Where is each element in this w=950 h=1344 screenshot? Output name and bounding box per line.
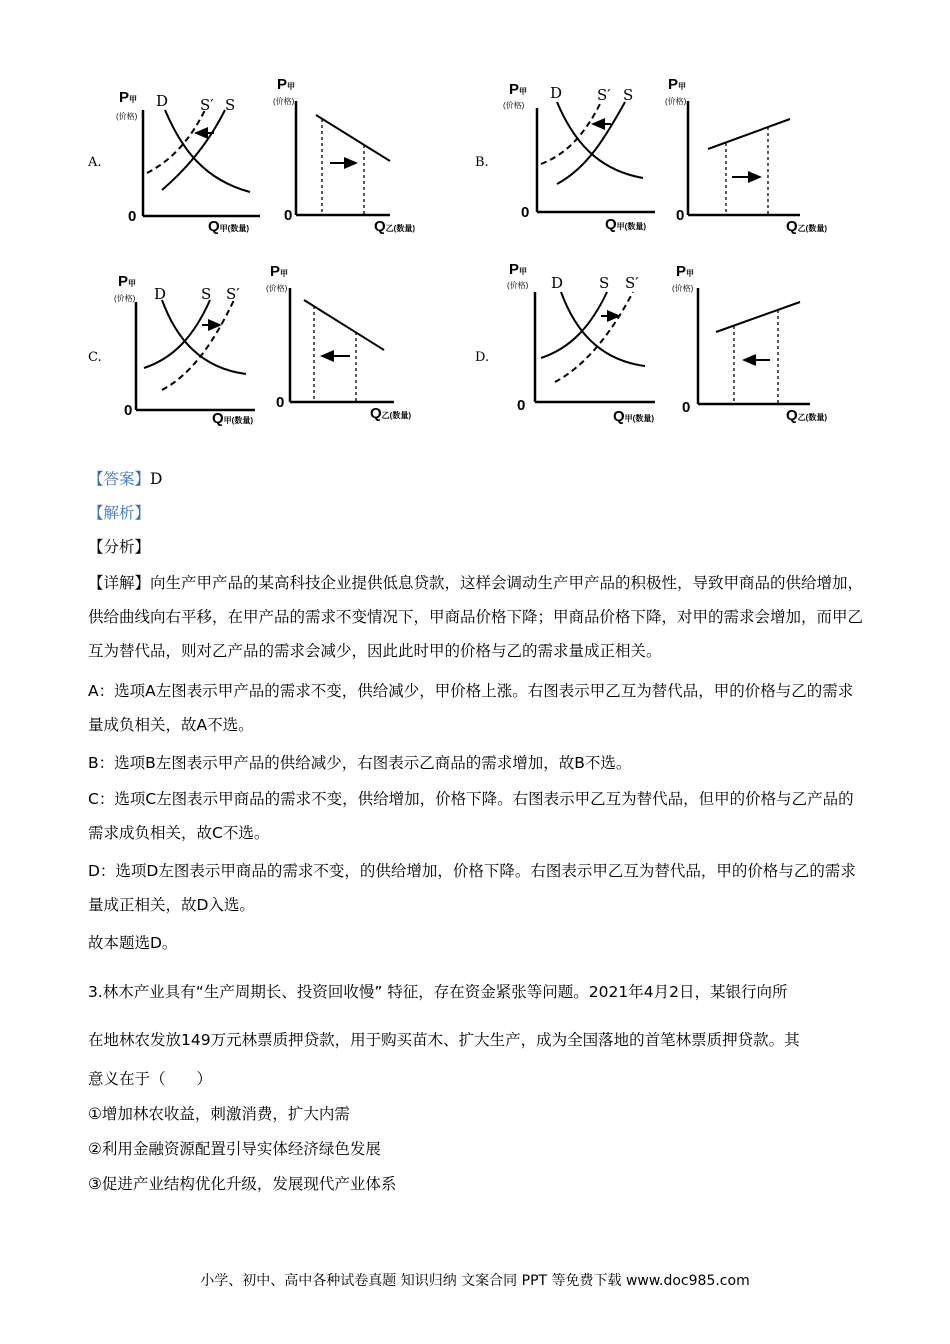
detail-paragraph (88, 566, 868, 668)
svg-text:Q乙(数量): Q乙(数量) (786, 407, 827, 424)
svg-text:Q乙(数量): Q乙(数量) (370, 405, 411, 422)
option-a-left-graph (110, 80, 280, 240)
choice-3: ③促进产业结构优化升级，发展现代产业体系 (88, 1175, 397, 1193)
svg-text:(价格): (价格) (503, 101, 525, 110)
option-b-right-graph (660, 75, 827, 240)
svg-text:Q甲(数量) (208, 218, 249, 235)
q-axis-unit: (数量) (227, 224, 249, 233)
svg-text:Q甲(数量): Q甲(数量) (605, 216, 646, 233)
question-line-2: 在地林农发放149万元林票质押贷款，用于购买苗木、扩大生产，成为全国落地的首笔林票质押贷款。其 (88, 1031, 800, 1049)
svg-text:P甲: P甲 (509, 81, 528, 98)
choice-1: ①增加林农收益，刺激消费，扩大内需 (88, 1105, 350, 1123)
svg-text:Q甲(数量): Q甲(数量) (613, 408, 654, 425)
svg-text:P甲: P甲 (668, 76, 687, 93)
option-a-label: A. (88, 155, 102, 170)
detail-text: 向生产甲产品的某高科技企业提供低息贷款，这样会调动生产甲产品的积极性，导致甲商品的供给增加，供给曲线向右平移，在甲产品的需求不变情况下，甲商品价格下降；甲商品价格下降，对甲的需求会增加，而甲乙互为替代品，则对乙产品的需求会减少，因此此时甲的价格与乙的需求量成正相关。 (88, 574, 864, 660)
svg-text:(价格): (价格) (114, 294, 136, 303)
svg-text:0: 0 (276, 394, 285, 411)
curve-label-d: D (156, 92, 169, 110)
p-axis-sub: 甲 (129, 95, 138, 104)
svg-text:0: 0 (682, 399, 691, 416)
conclusion: 故本题选D。 (88, 934, 178, 952)
svg-text:(价格): (价格) (273, 97, 295, 106)
option-a-right-graph (270, 75, 420, 240)
choice-2: ②利用金融资源配置引导实体经济绿色发展 (88, 1140, 381, 1158)
svg-text:P甲 (119, 89, 137, 106)
svg-text:(价格): (价格) (266, 284, 288, 293)
q-axis-label: Q (208, 218, 220, 235)
supply-curve-dashed (147, 110, 205, 173)
svg-text:P甲: P甲 (277, 76, 296, 93)
svg-text:S′: S′ (625, 274, 639, 292)
question-line-1: 3.林木产业具有“生产周期长、投资回收慢” 特征，存在资金紧张等问题。2021年4月2日，某银行向所 (88, 983, 788, 1001)
svg-text:Q乙(数量): Q乙(数量) (786, 218, 827, 235)
svg-text:D: D (154, 285, 167, 303)
explanation-c: C：选项C左图表示甲商品的需求不变，供给增加，价格下降。右图表示甲乙互为替代品，但甲的价格与乙产品的需求成负相关，故C不选。 (88, 790, 854, 842)
option-c-label: C. (88, 350, 102, 365)
question-line-3: 意义在于（ ） (88, 1070, 213, 1088)
svg-text:0: 0 (284, 207, 293, 224)
curve-label-s: S (225, 96, 236, 114)
svg-text:Q乙(数量): Q乙(数量) (374, 218, 415, 235)
option-b-label: B. (475, 155, 489, 170)
footer-text: 小学、初中、高中各种试卷真题 知识归纳 文案合同 PPT 等免费下载 www.doc985.com (200, 1273, 750, 1289)
svg-text:S: S (599, 274, 610, 292)
svg-text:0: 0 (521, 204, 530, 221)
svg-text:0: 0 (517, 397, 526, 414)
option-b-left-graph (497, 78, 667, 238)
answer-value: D (150, 470, 163, 488)
analysis-tag: 【解析】 (88, 504, 151, 522)
option-d-left-graph (505, 262, 675, 427)
svg-text:P甲: P甲 (676, 263, 695, 280)
option-d-label: D. (475, 350, 490, 365)
fenxi-tag: 【分析】 (88, 538, 151, 556)
svg-text:P甲: P甲 (270, 263, 289, 280)
origin-label: 0 (128, 208, 137, 225)
svg-text:0: 0 (676, 207, 685, 224)
svg-text:S′: S′ (226, 285, 240, 303)
svg-text:D: D (551, 274, 564, 292)
explanation-d: D：选项D左图表示甲商品的需求不变，的供给增加，价格下降。右图表示甲乙互为替代品，甲的价格与乙的需求量成正相关，故D入选。 (88, 862, 856, 914)
demand-curve (165, 110, 250, 192)
svg-text:S: S (623, 86, 634, 104)
svg-text:(价格): (价格) (665, 97, 687, 106)
svg-text:(价格): (价格) (507, 281, 529, 290)
answer-tag: 【答案】 (88, 470, 151, 488)
svg-text:Q甲(数量): Q甲(数量) (212, 410, 253, 427)
relation-line-down (316, 115, 390, 161)
svg-text:P甲: P甲 (118, 273, 137, 290)
answer-line (88, 462, 868, 496)
relation-line-up (708, 119, 790, 149)
p-axis-unit: (价格) (116, 112, 138, 121)
option-d-right-graph (668, 262, 828, 432)
curve-label-s-prime: S′ (200, 96, 214, 114)
q-axis-sub: 甲 (219, 224, 228, 233)
svg-text:S: S (201, 285, 212, 303)
explanation-a: A：选项A左图表示甲产品的需求不变，供给减少，甲价格上涨。右图表示甲乙互为替代品，甲的价格与乙的需求量成负相关，故A不选。 (88, 682, 854, 734)
option-c-right-graph (262, 262, 422, 432)
svg-text:D: D (550, 84, 563, 102)
svg-text:0: 0 (124, 402, 133, 419)
svg-text:(价格): (价格) (672, 284, 694, 293)
svg-text:P甲: P甲 (509, 261, 528, 278)
explanation-b: B：选项B左图表示甲产品的供给减少，右图表示乙商品的需求增加，故B不选。 (88, 754, 632, 772)
detail-tag: 【详解】 (88, 574, 151, 592)
p-axis-label: P (119, 89, 130, 106)
option-c-left-graph (110, 272, 280, 432)
svg-text:S′: S′ (597, 86, 611, 104)
